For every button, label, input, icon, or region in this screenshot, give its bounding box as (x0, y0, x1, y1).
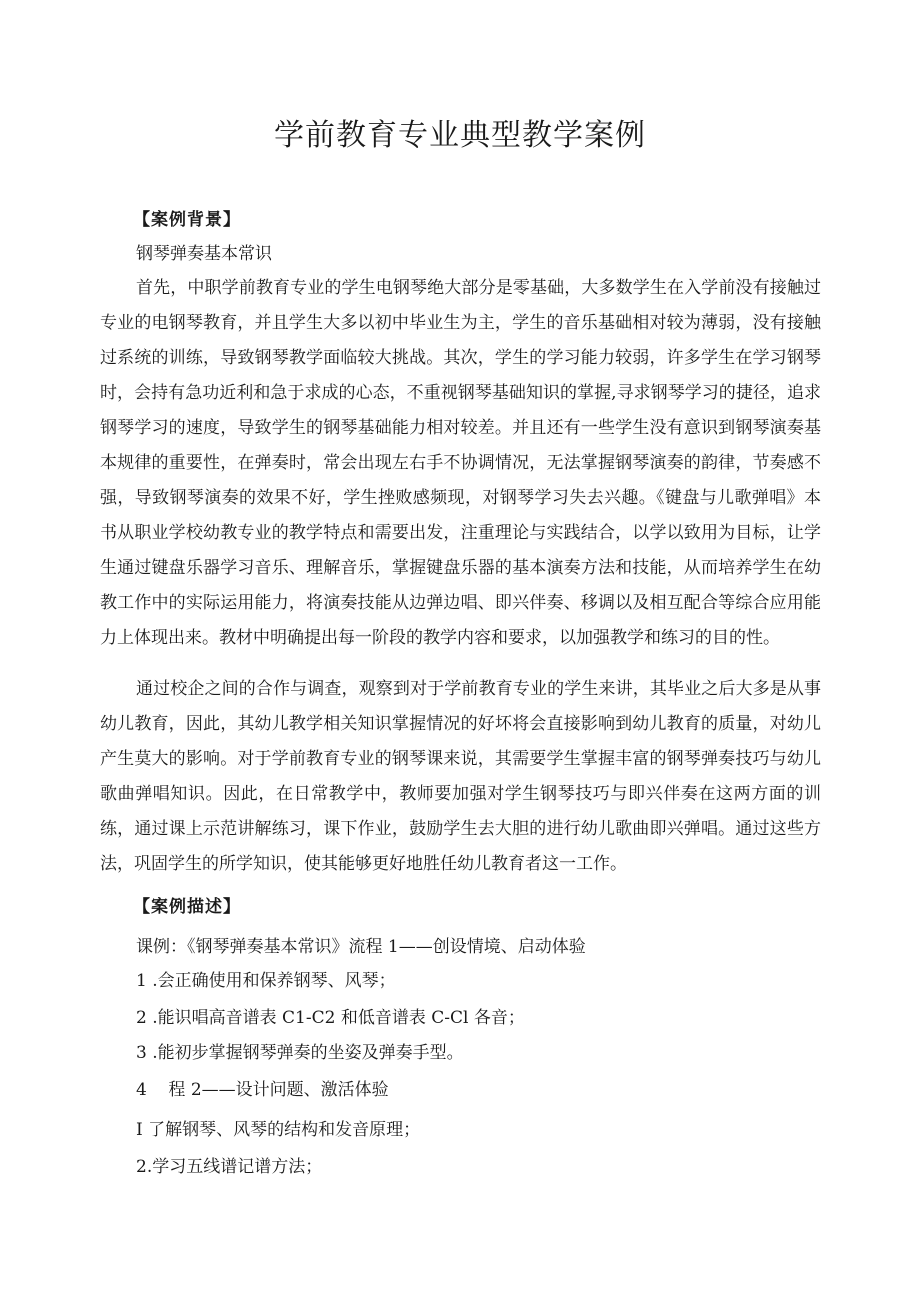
list-item: I 了解钢琴、风琴的结构和发音原理； (136, 1120, 421, 1140)
background-paragraph-1: 首先，中职学前教育专业的学生电钢琴绝大部分是零基础，大多数学生在入学前没有接触过专业的电钢琴教育，并且学生大多以初中毕业生为主，学生的音乐基础相对较为薄弱，没有接触过系统的训练，导致钢琴教学面临较大挑战。其次，学生的学习能力较弱，许多学生在学习钢琴时，会持有急功近利和急于求成的心态，不重视钢琴基础知识的掌握,寻求钢琴学习的捷径，追求钢琴学习的速度，导致学生的钢琴基础能力相对较差。并且还有一些学生没有意识到钢琴演奏基本规律的重要性，在弹奏时，常会出现左右手不协调情况，无法掌握钢琴演奏的韵律，节奏感不强，导致钢琴演奏的效果不好，学生挫败感频现，对钢琴学习失去兴趣。《键盘与儿歌弹唱》本书从职业学校幼教专业的教学特点和需要出发，注重理论与实践结合，以学以致用为目标，让学生通过键盘乐器学习音乐、理解音乐，掌握键盘乐器的基本演奏方法和技能，从而培养学生在幼教工作中的实际运用能力，将演奏技能从边弹边唱、即兴伴奏、移调以及相互配合等综合应用能力上体现出来。教材中明确提出每一阶段的教学内容和要求，以加强教学和练习的目的性。 (100, 278, 821, 648)
list-item: 4 程 2——设计问题、激活体验 (136, 1080, 389, 1100)
list-item: 1 .会正确使用和保养钢琴、风琴； (136, 971, 396, 991)
list-item: 2.学习五线谱记谱方法； (136, 1157, 323, 1177)
list-item: 3 .能初步掌握钢琴弹奏的坐姿及弹奏手型。 (136, 1043, 464, 1063)
background-paragraph-2: 通过校企之间的合作与调查，观察到对于学前教育专业的学生来讲，其毕业之后大多是从事幼儿教育，因此，其幼儿教学相关知识掌握情况的好坏将会直接影响到幼儿教育的质量，对幼儿产生莫大的影响。对于学前教育专业的钢琴课来说，其需要学生掌握丰富的钢琴弹奏技巧与幼儿歌曲弹唱知识。因此，在日常教学中，教师要加强对学生钢琴技巧与即兴伴奏在这两方面的训练，通过课上示范讲解练习，课下作业，鼓励学生去大胆的进行幼儿歌曲即兴弹唱。通过这些方法，巩固学生的所学知识，使其能够更好地胜任幼儿教育者这一工作。 (100, 679, 821, 874)
description-heading: 【案例描述】 (133, 897, 241, 917)
list-item: 2 .能识唱高音谱表 C1-C2 和低音谱表 C-Cl 各音； (136, 1008, 525, 1028)
document-title: 学前教育专业典型教学案例 (274, 118, 646, 153)
background-subtitle: 钢琴弹奏基本常识 (136, 244, 272, 264)
background-heading: 【案例背景】 (133, 210, 241, 230)
lesson-flow-line: 课例：《钢琴弹奏基本常识》流程 1——创设情境、启动体验 (136, 937, 586, 957)
